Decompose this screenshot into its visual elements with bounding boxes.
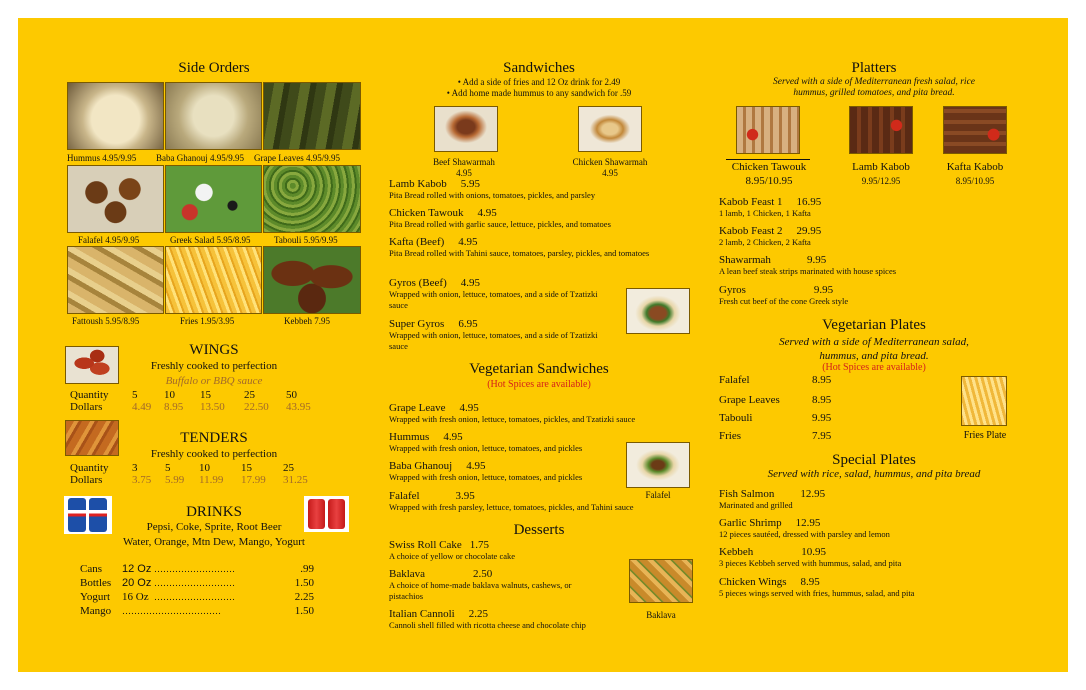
veg-plates-subtitle: Served with a side of Mediterranean salad, hummus, and pita bread. <box>779 336 969 362</box>
tenders-subtitle: Freshly cooked to perfection <box>150 448 278 460</box>
price-cell: 11.99 <box>199 474 224 486</box>
item-desc: 1 lamb, 1 Chicken, 1 Kafta <box>719 208 811 218</box>
veg-sandwich-item <box>389 460 689 483</box>
item-name: Fish Salmon <box>719 488 775 500</box>
fries-plate-photo <box>961 376 1007 426</box>
special-item <box>719 488 1029 511</box>
tenders-price-row <box>70 474 308 486</box>
item-price: 12.95 <box>795 517 821 529</box>
beef-shawarmah-photo <box>434 106 498 152</box>
sandwich-item <box>389 207 689 230</box>
item-name-line <box>389 608 689 620</box>
sandwich-item <box>389 277 604 310</box>
veg-plates-note: (Hot Spices are available) <box>822 362 926 373</box>
tile-caption: Falafel 4.95/9.95 <box>78 235 140 245</box>
item-name: Gyros (Beef) <box>389 277 447 289</box>
item-name: Italian Cannoli <box>389 608 455 620</box>
item-name: Kebbeh <box>719 546 754 558</box>
price-cell: 13.50 <box>200 401 225 413</box>
drink-row <box>80 576 314 590</box>
drink-size: 16 Oz <box>122 591 149 603</box>
chicken-tawouk-photo <box>736 106 800 154</box>
drink-price: 1.50 <box>294 577 314 589</box>
drinks-title: DRINKS <box>186 504 242 520</box>
item-desc: Fresh cut beef of the cone Greek style <box>719 296 849 306</box>
drink-name: Yogurt <box>80 591 111 603</box>
item-desc: Wrapped with fresh onion, lettuce, tomatoes, pickles, and Tzatizki sauce <box>389 414 636 424</box>
price-cell: 17.99 <box>241 474 266 486</box>
quantity-cell: 15 <box>241 462 252 474</box>
fattoush-photo <box>67 246 164 314</box>
lamb-kabob-caption <box>831 160 931 188</box>
item-name: Swiss Roll Cake <box>389 539 462 551</box>
tenders-table <box>70 462 308 486</box>
item-name: Shawarmah <box>719 254 771 266</box>
price-cell: 8.95 <box>164 401 184 413</box>
drinks-line1: Pepsi, Coke, Sprite, Root Beer <box>146 521 282 533</box>
drink-dots: ……………………… <box>154 578 235 588</box>
veg-sandwiches-title: Vegetarian Sandwiches <box>469 361 609 377</box>
dessert-item <box>389 568 599 601</box>
kafta-kabob-caption <box>925 160 1025 188</box>
item-price: 3.95 <box>455 490 475 502</box>
item-desc: Pita Bread rolled with Tahini sauce, tomatoes, parsley, pickles, and tomatoes <box>389 248 650 258</box>
drink-price: 2.25 <box>294 591 314 603</box>
drink-size: 12 Oz <box>122 563 152 575</box>
price-label: Dollars <box>70 474 103 486</box>
price-cell: 22.50 <box>244 401 269 413</box>
price-cell: 43.95 <box>286 401 311 413</box>
photo-price: 4.95 <box>456 168 472 178</box>
item-name-line <box>719 284 1029 296</box>
special-plates-title: Special Plates <box>832 452 916 468</box>
tile-caption: Baba Ghanouj 4.95/9.95 <box>156 153 244 163</box>
item-price: 8.95 <box>812 374 832 386</box>
veg-sandwich-item <box>389 402 689 425</box>
quantity-cell: 25 <box>283 462 294 474</box>
chicken-shawarmah-caption <box>555 157 665 179</box>
drink-dots: …………………………… <box>122 606 221 616</box>
item-price: 4.95 <box>459 402 479 414</box>
item-name-line <box>389 277 604 289</box>
price-label: Dollars <box>70 401 103 413</box>
item-desc: Pita Bread rolled with onions, tomatoes, pickles, and parsley <box>389 190 596 200</box>
item-price: 10.95 <box>801 546 826 558</box>
wings-price-row <box>70 401 311 413</box>
item-name: Baba Ghanouj <box>389 460 453 472</box>
falafel-photo <box>67 165 164 233</box>
item-name: Chicken Tawouk <box>389 207 464 219</box>
quantity-cell: 5 <box>165 462 171 474</box>
item-desc: Wrapped with onion, lettuce, tomatoes, and a side of Tzatizki sauce <box>389 289 598 310</box>
price-cell: 5.99 <box>165 474 185 486</box>
tile-caption: Tabouli 5.95/9.95 <box>274 235 338 245</box>
item-price: 6.95 <box>458 318 478 330</box>
item-name-line <box>719 254 1029 266</box>
photo-caption: Beef Shawarmah <box>433 157 495 167</box>
photo-price: 9.95/12.95 <box>861 176 901 186</box>
platter-item <box>719 196 1029 219</box>
kafta-kabob-photo <box>943 106 1007 154</box>
item-name: Chicken Wings <box>719 576 787 588</box>
quantity-cell: 25 <box>244 389 255 401</box>
price-cell: 31.25 <box>283 474 308 486</box>
lamb-kabob-photo <box>849 106 913 154</box>
falafel-photo-caption: Falafel <box>645 490 671 500</box>
drink-name: Bottles <box>80 577 112 589</box>
item-price: 9.95 <box>813 284 834 296</box>
baba-ghanouj-photo <box>165 82 262 150</box>
item-name: Kabob Feast 1 <box>719 196 783 208</box>
item-desc: Wrapped with fresh onion, lettuce, tomatoes, and pickles <box>389 443 583 453</box>
greek-salad-photo <box>165 165 262 233</box>
veg-plate-row <box>719 394 849 406</box>
drink-size: 20 Oz <box>122 577 152 589</box>
drink-row <box>80 562 314 576</box>
item-desc: A lean beef steak strips marinated with house spices <box>719 266 897 276</box>
dessert-item <box>389 608 689 631</box>
quantity-cell: 3 <box>132 462 138 474</box>
wings-table <box>70 389 311 413</box>
item-price: 2.25 <box>468 608 488 620</box>
photo-price: 4.95 <box>602 168 618 178</box>
item-name-line <box>389 178 689 190</box>
price-cell: 4.49 <box>132 401 152 413</box>
item-name: Kabob Feast 2 <box>719 225 783 237</box>
quantity-cell: 10 <box>164 389 175 401</box>
item-name: Tabouli <box>719 412 753 424</box>
side-orders-title: Side Orders <box>178 60 250 76</box>
item-price: 9.95 <box>806 254 827 266</box>
item-name-line <box>389 539 689 551</box>
item-name: Hummus <box>389 431 430 443</box>
platters-subtitle: Served with a side of Mediterranean fresh salad, rice hummus, grilled tomatoes, and pita bread. <box>772 77 976 98</box>
platter-item <box>719 254 1029 277</box>
item-name: Falafel <box>719 374 750 386</box>
photo-price: 8.95/10.95 <box>745 175 793 187</box>
drink-dots: ……………………… <box>154 592 235 602</box>
item-desc: 3 pieces Kebbeh served with hummus, salad, and pita <box>719 558 902 568</box>
sandwich-item <box>389 236 659 259</box>
tile-caption: Fattoush 5.95/8.95 <box>72 316 140 326</box>
beef-shawarmah-caption <box>409 157 519 179</box>
special-item <box>719 517 1029 540</box>
item-price: 5.95 <box>460 178 480 190</box>
item-name-line <box>389 236 659 248</box>
quantity-cell: 10 <box>199 462 210 474</box>
fries-photo <box>165 246 262 314</box>
item-price: 29.95 <box>796 225 822 237</box>
right-column <box>719 18 1029 672</box>
drinks-table <box>80 562 314 618</box>
sandwiches-title: Sandwiches <box>503 60 575 76</box>
item-name: Grape Leave <box>389 402 446 414</box>
tile-caption: Greek Salad 5.95/8.95 <box>170 235 251 245</box>
item-price: 4.95 <box>460 277 480 289</box>
item-price: 4.95 <box>443 431 463 443</box>
photo-caption: Lamb Kabob <box>852 161 910 173</box>
item-price: 8.95 <box>812 394 832 406</box>
item-desc: Cannoli shell filled with ricotta cheese and chocolate chip <box>389 620 586 630</box>
item-name: Kafta (Beef) <box>389 236 445 248</box>
platter-item <box>719 225 1029 248</box>
item-desc: Pita Bread rolled with garlic sauce, lettuce, pickles, and tomatoes <box>389 219 611 229</box>
item-desc: Wrapped with fresh onion, lettuce, tomatoes, and pickles <box>389 472 583 482</box>
quantity-label: Quantity <box>70 462 109 474</box>
photo-caption: Chicken Tawouk <box>731 161 807 173</box>
wings-sauce: Buffalo or BBQ sauce <box>165 375 263 387</box>
item-name: Garlic Shrimp <box>719 517 782 529</box>
photo-caption: Kafta Kabob <box>946 161 1004 173</box>
veg-plate-row <box>719 412 849 424</box>
veg-sandwich-item <box>389 490 689 513</box>
item-desc: Marinated and grilled <box>719 500 793 510</box>
veg-plate-row <box>719 430 849 442</box>
item-name: Grape Leaves <box>719 394 780 406</box>
item-price: 12.95 <box>800 488 826 500</box>
item-name-line <box>389 207 689 219</box>
item-name: Lamb Kabob <box>389 178 447 190</box>
veg-plates-title: Vegetarian Plates <box>822 317 926 333</box>
item-desc: 2 lamb, 2 Chicken, 2 Kafta <box>719 237 811 247</box>
sandwich-item <box>389 318 604 351</box>
item-name-line <box>719 225 1029 237</box>
desserts-title: Desserts <box>513 522 565 538</box>
middle-column <box>389 18 689 672</box>
item-price: 1.75 <box>469 539 489 551</box>
photo-caption: Chicken Shawarmah <box>572 157 648 167</box>
quantity-cell: 15 <box>200 389 211 401</box>
special-plates-subtitle: Served with rice, salad, hummus, and pita bread <box>767 468 981 480</box>
veg-plate-row <box>719 374 849 386</box>
drink-name: Mango <box>80 605 112 617</box>
item-price: 7.95 <box>812 430 832 442</box>
item-price: 2.50 <box>473 568 493 580</box>
sandwiches-note2: • Add home made hummus to any sandwich for .59 <box>446 88 632 98</box>
tenders-quantity-row <box>70 462 308 474</box>
drinks-line2: Water, Orange, Mtn Dew, Mango, Yogurt <box>123 536 305 548</box>
sandwiches-note1: • Add a side of fries and 12 Oz drink for 2.49 <box>457 77 621 87</box>
veg-sandwiches-note: (Hot Spices are available) <box>487 379 591 390</box>
quantity-cell: 50 <box>286 389 297 401</box>
item-name: Gyros <box>719 284 746 296</box>
quantity-label: Quantity <box>70 389 109 401</box>
item-name-line <box>719 546 1029 558</box>
chicken-shawarmah-photo <box>578 106 642 152</box>
gyros-photo <box>626 288 690 334</box>
item-desc: 5 pieces wings served with fries, hummus, salad, and pita <box>719 588 915 598</box>
item-name-line <box>389 460 689 472</box>
menu-page <box>18 18 1068 672</box>
item-name-line <box>389 318 604 330</box>
sandwich-item <box>389 178 689 201</box>
chicken-tawouk-caption <box>719 160 819 188</box>
price-cell: 3.75 <box>132 474 152 486</box>
drink-row <box>80 590 314 604</box>
baklava-photo <box>629 559 693 603</box>
item-desc: Wrapped with fresh parsley, lettuce, tomatoes, pickles, and Tahini sauce <box>389 502 634 512</box>
item-price: 4.95 <box>477 207 497 219</box>
special-item <box>719 546 1029 569</box>
item-name-line <box>719 488 1029 500</box>
hummus-photo <box>67 82 164 150</box>
drink-name: Cans <box>80 563 102 575</box>
item-name-line <box>389 568 599 580</box>
drink-row <box>80 604 314 618</box>
item-desc: A choice of home-made baklava walnuts, cashews, or pistachios <box>389 580 572 601</box>
wings-title: WINGS <box>189 342 239 358</box>
tabouli-photo <box>263 165 361 233</box>
item-name-line <box>389 490 689 502</box>
item-name-line <box>389 402 689 414</box>
tile-caption: Grape Leaves 4.95/9.95 <box>254 153 340 163</box>
item-name: Baklava <box>389 568 426 580</box>
kebbeh-photo <box>263 246 361 314</box>
wings-quantity-row <box>70 389 311 401</box>
platters-title: Platters <box>851 60 897 76</box>
item-desc: Wrapped with onion, lettuce, tomatoes, and a side of Tzatizki sauce <box>389 330 598 351</box>
item-price: 4.95 <box>466 460 486 472</box>
item-name-line <box>719 576 1029 588</box>
tenders-title: TENDERS <box>180 430 248 446</box>
drink-price: .99 <box>300 563 314 575</box>
tile-caption: Fries 1.95/3.95 <box>180 316 235 326</box>
item-price: 4.95 <box>458 236 478 248</box>
item-price: 8.95 <box>800 576 820 588</box>
drink-dots: ……………………… <box>154 564 235 574</box>
item-desc: 12 pieces sautéed, dressed with parsley and lemon <box>719 529 890 539</box>
special-item <box>719 576 1029 599</box>
drink-price: 1.50 <box>294 605 314 617</box>
baklava-photo-caption: Baklava <box>646 610 676 620</box>
photo-price: 8.95/10.95 <box>955 176 995 186</box>
item-name: Super Gyros <box>389 318 445 330</box>
tile-caption: Kebbeh 7.95 <box>284 316 330 326</box>
tile-caption: Hummus 4.95/9.95 <box>67 153 137 163</box>
item-price: 16.95 <box>796 196 822 208</box>
item-name-line <box>719 517 1029 529</box>
item-price: 9.95 <box>812 412 832 424</box>
item-name: Falafel <box>389 490 420 502</box>
quantity-cell: 5 <box>132 389 138 401</box>
fries-plate-caption: Fries Plate <box>963 430 1007 441</box>
grape-leaves-photo <box>263 82 361 150</box>
wings-subtitle: Freshly cooked to perfection <box>150 360 278 372</box>
platter-item <box>719 284 1029 307</box>
item-name-line <box>719 196 1029 208</box>
left-column <box>64 18 364 672</box>
item-name: Fries <box>719 430 741 442</box>
item-desc: A choice of yellow or chocolate cake <box>389 551 516 561</box>
